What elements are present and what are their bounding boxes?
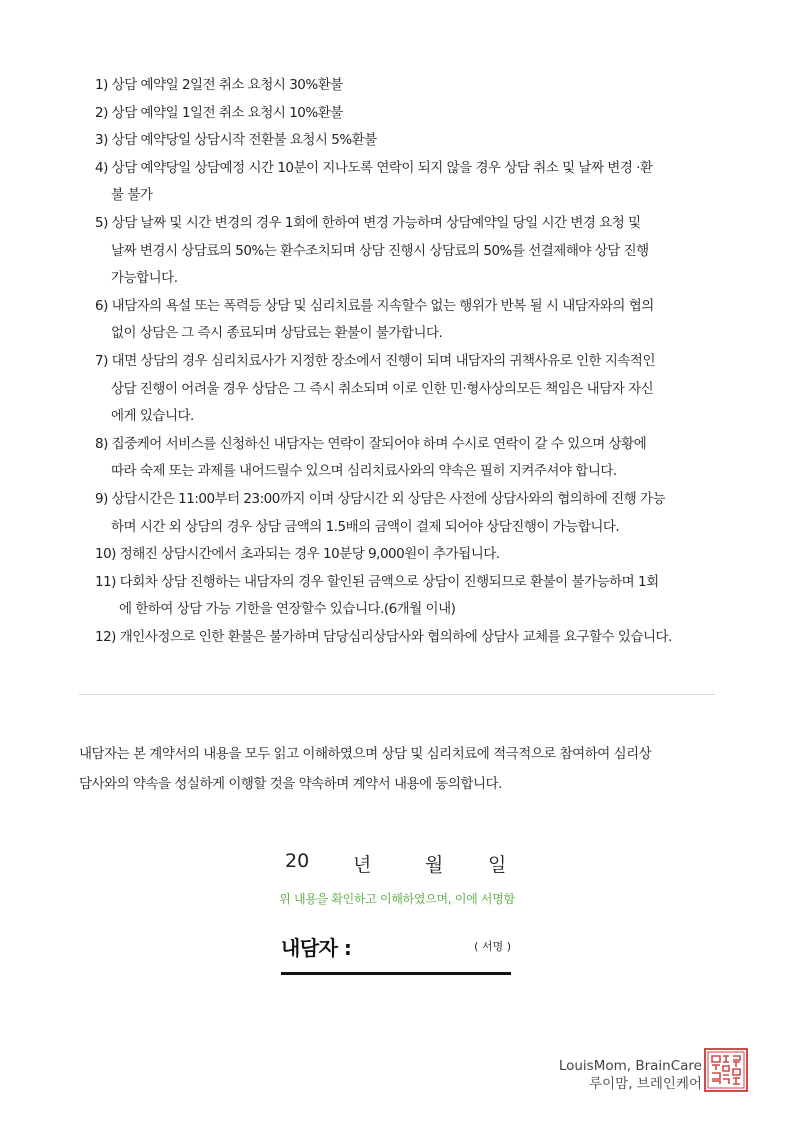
term-number: 10) bbox=[95, 546, 116, 563]
term-item bbox=[95, 486, 735, 541]
company-name-english: LouisMom, BrainCare bbox=[558, 1058, 702, 1074]
term-text: 상담 예약일 1일전 취소 요청시 10%환불 bbox=[111, 104, 343, 121]
term-number: 3) bbox=[95, 132, 108, 149]
company-name bbox=[559, 1057, 702, 1093]
term-text-continued: 에게 있습니다. bbox=[111, 408, 194, 425]
term-item bbox=[95, 348, 735, 431]
agreement-statement bbox=[79, 739, 729, 799]
term-number: 5) bbox=[95, 214, 108, 231]
company-name-korean: 루이맘, 브레인케어 bbox=[589, 1076, 702, 1092]
term-text: 대면 상담의 경우 심리치료사가 지정한 장소에서 진행이 되며 내담자의 귀책사유로 인한 지속적인 bbox=[111, 352, 655, 369]
term-text: 상담 예약당일 상담예정 시간 10분이 지나도록 연락이 되지 않을 경우 상담 취소 및 날짜 변경 ·환 bbox=[111, 159, 653, 176]
term-text: 상담 날짜 및 시간 변경의 경우 1회에 한하여 변경 가능하며 상담예약일 당일 시간 변경 요청 및 bbox=[111, 214, 641, 231]
date-year-prefix: 20 bbox=[285, 850, 310, 872]
agreement-line: 담사와의 약속을 성실하게 이행할 것을 약속하며 계약서 내용에 동의합니다. bbox=[79, 776, 502, 792]
term-item bbox=[95, 624, 735, 652]
term-text: 상담 예약당일 상담시작 전환불 요청시 5%환불 bbox=[111, 132, 377, 149]
term-number: 2) bbox=[95, 104, 108, 121]
term-item bbox=[95, 541, 735, 569]
confirmation-note: 위 내용을 확인하고 이해하였으며, 이에 서명함 bbox=[279, 892, 515, 906]
term-number: 11) bbox=[95, 573, 116, 590]
term-item bbox=[95, 210, 735, 293]
term-number: 8) bbox=[95, 435, 108, 452]
date-year-label: 년 bbox=[353, 854, 372, 876]
term-number: 6) bbox=[95, 297, 108, 314]
term-item bbox=[95, 100, 735, 128]
term-text: 상담 예약일 2일전 취소 요청시 30%환불 bbox=[111, 77, 343, 93]
term-text-continued: 따라 숙제 또는 과제를 내어드릴수 있으며 심리치료사와의 약속은 필히 지켜주셔야 합니다. bbox=[111, 463, 617, 480]
term-item bbox=[95, 431, 735, 486]
signature-hint: ( 서명 ) bbox=[474, 940, 511, 953]
term-text-continued: 불 불가 bbox=[111, 187, 153, 204]
term-item bbox=[95, 127, 735, 155]
term-item bbox=[95, 293, 735, 348]
signer-label: 내담자 : bbox=[281, 936, 352, 960]
term-text-continued: 날짜 변경시 상담료의 50%는 환수조치되며 상담 진행시 상담료의 50%를 선결제해야 상담 진행 bbox=[111, 242, 649, 259]
term-text-continued: 없이 상담은 그 즉시 종료되며 상담료는 환불이 불가합니다. bbox=[111, 325, 443, 342]
company-seal-icon bbox=[704, 1048, 748, 1092]
agreement-line: 내담자는 본 계약서의 내용을 모두 읽고 이해하였으며 상담 및 심리치료에 적극적으로 참여하여 심리상 bbox=[79, 746, 652, 762]
date-month-label: 월 bbox=[425, 854, 444, 876]
term-item bbox=[95, 155, 735, 210]
term-text: 내담자의 욕설 또는 폭력등 상담 및 심리치료를 지속할수 없는 행위가 반복 될 시 내담자와의 협의 bbox=[111, 297, 654, 314]
term-number: 7) bbox=[95, 352, 108, 369]
term-text-continued: 상담 진행이 어려울 경우 상담은 그 즉시 취소되며 이로 인한 민·형사상의모든 책임은 내담자 자신 bbox=[111, 380, 654, 397]
term-number: 4) bbox=[95, 159, 108, 176]
term-text: 개인사정으로 인한 환불은 불가하며 담당심리상담사와 협의하에 상담사 교체를 요구할수 있습니다. bbox=[119, 628, 672, 645]
date-day-label: 일 bbox=[488, 854, 507, 876]
term-text-continued: 에 한하여 상담 가능 기한을 연장할수 있습니다.(6개월 이내) bbox=[119, 601, 456, 618]
term-text: 상담시간은 11:00부터 23:00까지 이며 상담시간 외 상담은 사전에 상담사와의 협의하에 진행 가능 bbox=[111, 490, 666, 507]
term-number: 9) bbox=[95, 490, 108, 507]
refund-terms-list bbox=[95, 72, 735, 651]
term-number: 1) bbox=[95, 77, 108, 93]
section-divider bbox=[79, 694, 715, 695]
term-item bbox=[95, 569, 735, 624]
term-text: 다회차 상담 진행하는 내담자의 경우 할인된 금액으로 상담이 진행되므로 환불이 불가능하며 1회 bbox=[119, 573, 659, 590]
term-number: 12) bbox=[95, 628, 116, 645]
term-text: 집중케어 서비스를 신청하신 내담자는 연락이 잘되어야 하며 수시로 연락이 갈 수 있으며 상황에 bbox=[111, 435, 647, 452]
term-text-continued: 가능합니다. bbox=[111, 270, 178, 287]
term-text-continued: 하며 시간 외 상담의 경우 상담 금액의 1.5배의 금액이 결제 되어야 상담진행이 가능합니다. bbox=[111, 518, 620, 535]
term-text: 정해진 상담시간에서 초과되는 경우 10분당 9,000원이 추가됩니다. bbox=[119, 546, 500, 563]
signature-field[interactable] bbox=[281, 928, 511, 975]
term-item bbox=[95, 72, 735, 100]
